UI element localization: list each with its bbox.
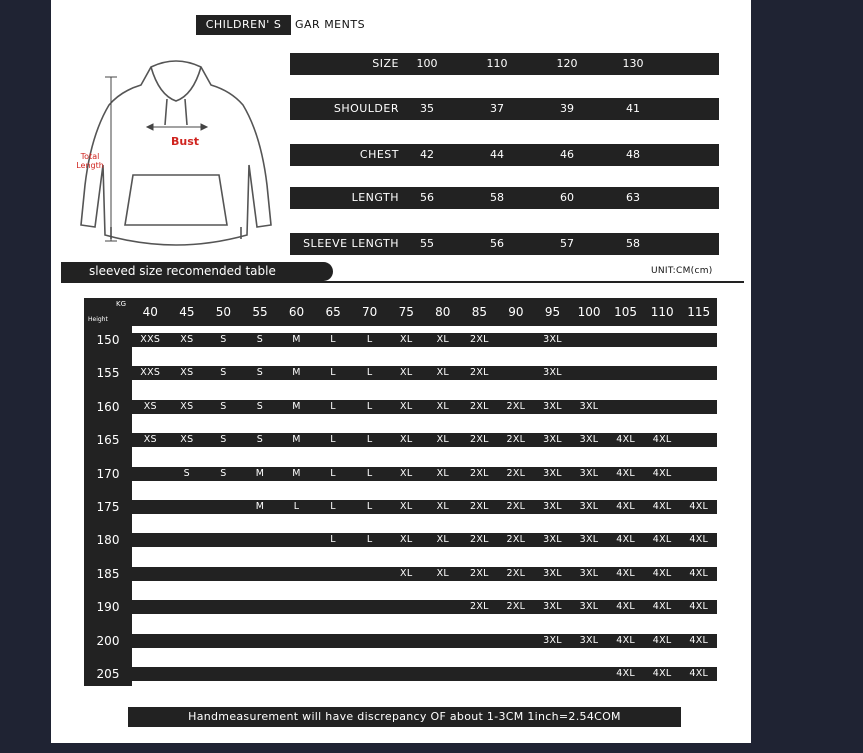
recommend-row xyxy=(132,667,717,681)
size-row xyxy=(290,144,719,166)
weight-value: 75 xyxy=(398,305,414,319)
recommended-size-cell: 3XL xyxy=(543,534,562,546)
recommended-size-cell: S xyxy=(220,334,227,345)
recommend-row xyxy=(132,533,717,547)
recommended-size-cell: S xyxy=(256,334,264,345)
recommended-size-cell: XS xyxy=(143,400,157,412)
recommended-size-cell: XL xyxy=(400,567,413,579)
recommended-size-cell: XS xyxy=(180,334,194,345)
recommended-size-cell: 4XL xyxy=(689,601,709,613)
recommend-row xyxy=(132,567,717,581)
height-value: 165 xyxy=(96,433,120,448)
recommended-size-cell: L xyxy=(293,501,300,512)
weight-value: 55 xyxy=(252,305,268,319)
recommended-size-cell: L xyxy=(330,501,336,512)
size-row-value: 37 xyxy=(490,102,504,115)
recommended-size-cell: S xyxy=(220,400,227,412)
height-value: 160 xyxy=(96,399,120,414)
recommended-size-cell: XL xyxy=(436,567,449,579)
recommended-size-cell: 2XL xyxy=(506,434,526,446)
height-label: Height xyxy=(88,316,108,323)
size-row-label: CHEST xyxy=(359,148,399,161)
recommended-size-cell: 4XL xyxy=(616,534,635,546)
recommended-size-cell: 3XL xyxy=(543,434,562,446)
recommended-size-cell: XL xyxy=(436,467,449,479)
recommended-size-cell: L xyxy=(330,400,336,412)
size-row-value: 100 xyxy=(416,57,438,70)
size-row-value: 46 xyxy=(560,148,574,161)
recommended-size-cell: 3XL xyxy=(543,367,562,379)
size-chart-sheet xyxy=(51,0,751,743)
recommended-size-cell: M xyxy=(255,467,265,479)
recommend-row xyxy=(132,500,717,514)
recommended-size-cell: XL xyxy=(436,400,449,412)
recommended-size-cell: 4XL xyxy=(652,467,672,479)
size-row xyxy=(290,233,719,255)
size-row-label: LENGTH xyxy=(351,191,399,204)
recommended-size-cell: 4XL xyxy=(616,434,635,446)
recommended-size-cell: 3XL xyxy=(579,501,599,512)
size-row-value: 110 xyxy=(486,57,508,70)
recommended-size-cell: 4XL xyxy=(652,534,672,546)
recommended-size-cell: 4XL xyxy=(652,501,672,512)
hoodie-diagram xyxy=(71,55,281,255)
size-row-value: 42 xyxy=(420,148,434,161)
garment-type-suffix: GAR MENTS xyxy=(295,18,366,31)
recommended-size-cell: XL xyxy=(400,367,413,379)
recommended-size-cell: L xyxy=(366,334,373,345)
size-row-value: 60 xyxy=(560,191,574,204)
size-row xyxy=(290,187,719,209)
recommended-size-cell: 4XL xyxy=(652,668,672,679)
recommended-size-cell: XL xyxy=(400,400,413,412)
size-row-value: 130 xyxy=(622,57,644,70)
recommended-size-cell: 3XL xyxy=(579,634,599,646)
recommended-size-cell: 3XL xyxy=(543,634,562,646)
recommended-size-cell: L xyxy=(330,367,336,379)
recommended-size-cell: 2XL xyxy=(506,567,526,579)
recommended-size-cell: M xyxy=(292,334,301,345)
height-value: 180 xyxy=(96,533,120,548)
height-value: 170 xyxy=(96,466,120,481)
size-row-value: 39 xyxy=(560,102,574,115)
weight-value: 115 xyxy=(687,305,711,319)
weight-value: 50 xyxy=(215,305,232,319)
size-row-value: 35 xyxy=(420,102,434,115)
recommended-size-cell: 4XL xyxy=(616,567,635,579)
recommended-size-cell: M xyxy=(255,501,265,512)
recommended-size-cell: 3XL xyxy=(579,400,599,412)
recommended-size-cell: XL xyxy=(436,501,449,512)
recommended-size-cell: L xyxy=(330,434,336,446)
recommended-size-cell: 4XL xyxy=(652,567,672,579)
recommended-size-cell: 4XL xyxy=(616,601,635,613)
recommended-size-cell: 3XL xyxy=(543,400,562,412)
recommended-size-cell: S xyxy=(220,467,227,479)
recommended-size-cell: 2XL xyxy=(469,601,489,613)
recommended-size-cell: 2XL xyxy=(469,501,489,512)
recommended-size-cell: XS xyxy=(180,400,194,412)
height-value: 185 xyxy=(96,566,120,581)
recommended-size-cell: 3XL xyxy=(579,434,599,446)
recommended-size-cell: 4XL xyxy=(689,501,709,512)
recommended-size-cell: XL xyxy=(400,534,413,546)
recommended-size-cell: 3XL xyxy=(579,534,599,546)
recommended-size-cell: L xyxy=(366,534,373,546)
recommend-row xyxy=(132,400,717,414)
size-row-value: 44 xyxy=(490,148,504,161)
recommended-size-cell: L xyxy=(330,334,336,345)
recommended-size-cell: XL xyxy=(400,334,413,345)
recommended-size-cell: XXS xyxy=(140,367,161,379)
recommended-size-cell: M xyxy=(292,467,301,479)
weight-value: 90 xyxy=(508,305,524,319)
size-row-value: 41 xyxy=(626,102,640,115)
height-value: 150 xyxy=(96,333,120,347)
total-length-label-line1: Total xyxy=(80,152,100,161)
weight-value: 95 xyxy=(544,305,561,319)
weight-value: 110 xyxy=(650,305,674,319)
recommended-size-cell: M xyxy=(292,367,301,379)
measurement-note: Handmeasurement will have discrepancy OF about 1-3CM 1inch=2.54COM xyxy=(128,707,681,727)
weight-value: 70 xyxy=(362,305,378,319)
recommended-size-cell: 4XL xyxy=(616,501,635,512)
size-row xyxy=(290,98,719,120)
recommended-size-cell: 4XL xyxy=(652,434,672,446)
recommend-row xyxy=(132,634,717,648)
recommended-size-cell: L xyxy=(366,501,373,512)
height-value: 205 xyxy=(96,667,120,681)
recommended-size-cell: 4XL xyxy=(616,668,635,679)
total-length-label-line2: Length xyxy=(76,161,104,170)
size-row-value: 56 xyxy=(420,191,434,204)
recommended-size-cell: 2XL xyxy=(469,567,489,579)
recommended-size-cell: L xyxy=(366,367,373,379)
weight-value: 105 xyxy=(614,305,638,319)
size-row-value: 120 xyxy=(556,57,578,70)
recommended-size-cell: 2XL xyxy=(506,467,526,479)
recommend-row xyxy=(132,600,717,614)
weight-value: 80 xyxy=(435,305,451,319)
header-corner xyxy=(84,298,132,326)
weight-value: 100 xyxy=(577,305,601,319)
recommended-size-cell: L xyxy=(366,434,373,446)
recommend-table-title: sleeved size recomended table xyxy=(61,262,333,281)
recommended-size-cell: 2XL xyxy=(469,534,489,546)
recommend-row xyxy=(132,433,717,447)
size-row-value: 56 xyxy=(490,237,504,250)
size-row-label: SLEEVE LENGTH xyxy=(303,237,399,250)
recommend-row xyxy=(132,333,717,347)
height-value: 155 xyxy=(96,366,120,381)
size-row-value: 58 xyxy=(490,191,504,204)
size-row-value: 57 xyxy=(560,237,574,250)
recommended-size-cell: XL xyxy=(400,501,413,512)
recommended-size-cell: L xyxy=(330,534,336,546)
size-row-value: 58 xyxy=(626,237,640,250)
weight-value: 65 xyxy=(325,305,341,319)
recommended-size-cell: 3XL xyxy=(543,601,562,613)
recommended-size-cell: 4XL xyxy=(689,534,709,546)
size-row-value: 48 xyxy=(626,148,640,161)
recommended-size-cell: L xyxy=(330,467,336,479)
recommended-size-cell: XS xyxy=(143,434,157,446)
recommended-size-cell: 2XL xyxy=(469,400,489,412)
recommended-size-cell: 2XL xyxy=(506,400,526,412)
recommended-size-cell: S xyxy=(256,434,264,446)
recommended-size-cell: XL xyxy=(436,334,449,345)
recommended-size-cell: 4XL xyxy=(689,668,709,679)
recommended-size-cell: XL xyxy=(436,534,449,546)
weight-value: 40 xyxy=(142,305,158,319)
weight-value: 45 xyxy=(179,305,195,319)
recommended-size-cell: S xyxy=(220,367,227,379)
recommended-size-cell: 2XL xyxy=(469,434,489,446)
recommended-size-cell: S xyxy=(183,467,191,479)
recommended-size-cell: 4XL xyxy=(616,634,635,646)
recommended-size-cell: XL xyxy=(436,434,449,446)
recommended-size-cell: 2XL xyxy=(506,534,526,546)
recommended-size-cell: XL xyxy=(436,367,449,379)
recommended-size-cell: 3XL xyxy=(543,467,562,479)
recommended-size-cell: XL xyxy=(400,434,413,446)
weight-header-row xyxy=(84,298,717,326)
size-row-value: 63 xyxy=(626,191,640,204)
recommended-size-cell: 3XL xyxy=(579,467,599,479)
recommended-size-cell: 4XL xyxy=(689,567,709,579)
recommended-size-cell: S xyxy=(256,400,264,412)
recommended-size-cell: 2XL xyxy=(469,334,489,345)
garment-type-badge: CHILDREN' S xyxy=(196,15,291,35)
recommended-size-cell: 4XL xyxy=(689,634,709,646)
height-value: 200 xyxy=(96,633,120,648)
recommended-size-cell: S xyxy=(256,367,264,379)
recommended-size-cell: XS xyxy=(180,367,194,379)
recommend-row xyxy=(132,467,717,481)
recommended-size-cell: 4XL xyxy=(652,634,672,646)
height-value: 175 xyxy=(96,500,120,514)
height-column xyxy=(84,326,132,686)
size-row-label: SIZE xyxy=(372,57,399,70)
total-length-label xyxy=(73,152,107,170)
recommended-size-cell: M xyxy=(292,400,301,412)
recommended-size-cell: 2XL xyxy=(469,467,489,479)
recommended-size-cell: 2XL xyxy=(506,601,526,613)
height-value: 190 xyxy=(96,600,120,615)
size-row-label: SHOULDER xyxy=(333,102,399,115)
recommended-size-cell: XXS xyxy=(140,334,161,345)
recommended-size-cell: 3XL xyxy=(579,567,599,579)
recommended-size-cell: 3XL xyxy=(543,501,562,512)
recommended-size-cell: 3XL xyxy=(543,567,562,579)
recommended-size-cell: L xyxy=(366,400,373,412)
recommend-row xyxy=(132,366,717,380)
recommended-size-cell: 3XL xyxy=(579,601,599,613)
recommended-size-cell: 4XL xyxy=(616,467,635,479)
recommended-size-cell: S xyxy=(220,434,227,446)
recommended-size-cell: L xyxy=(366,467,373,479)
recommended-size-cell: 4XL xyxy=(652,601,672,613)
recommend-title-rule xyxy=(61,281,744,283)
recommended-size-cell: M xyxy=(292,434,301,446)
unit-label: UNIT:CM(cm) xyxy=(651,266,713,276)
weight-value: 85 xyxy=(471,305,487,319)
recommended-size-cell: XS xyxy=(180,434,194,446)
recommended-size-cell: 2XL xyxy=(469,367,489,379)
bust-label: Bust xyxy=(171,135,200,148)
recommended-size-cell: XL xyxy=(400,467,413,479)
recommended-size-cell: 2XL xyxy=(506,501,526,512)
weight-value: 60 xyxy=(288,305,305,319)
size-row-value: 55 xyxy=(420,237,434,250)
recommended-size-cell: 3XL xyxy=(543,334,562,345)
kg-label: KG xyxy=(115,300,126,308)
size-row xyxy=(290,53,719,75)
